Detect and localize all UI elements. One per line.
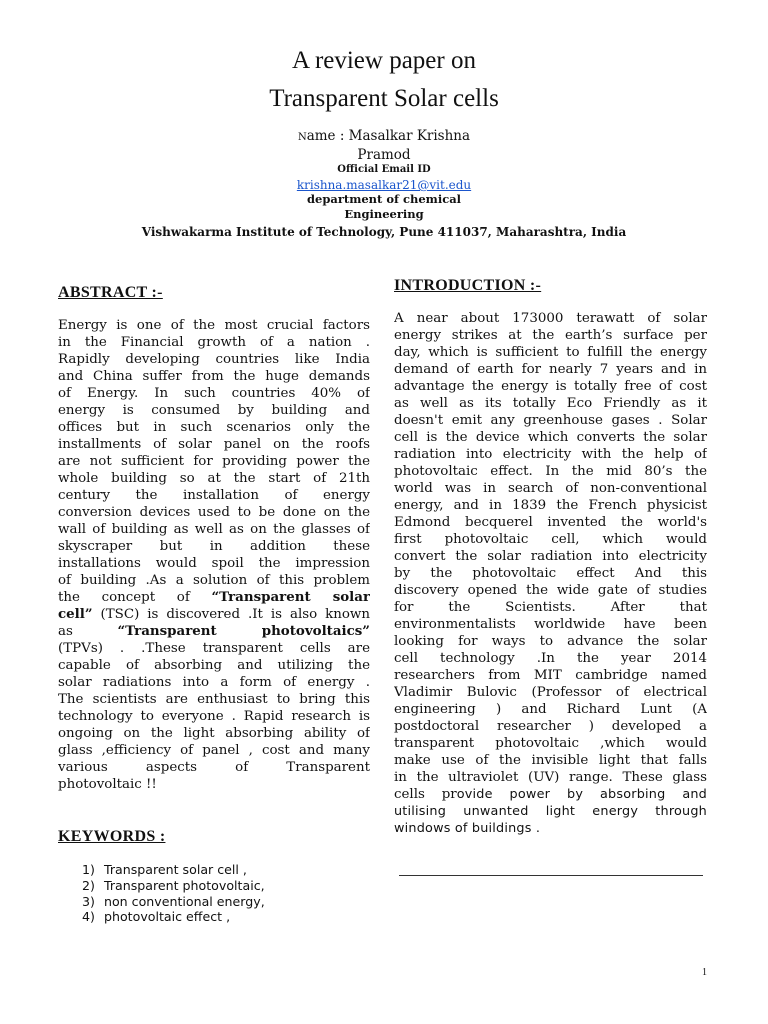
introduction-line: as well as its totally Eco Friendly as it [394, 396, 707, 411]
introduction-line: doesn't emit any greenhouse gases . Solar [394, 413, 707, 428]
keyword-text: Transparent solar cell , [104, 862, 247, 877]
abstract-line: in the Financial growth of a nation . [58, 335, 370, 350]
introduction-line: convert the solar radiation into electricity [394, 549, 707, 564]
introduction-line: for the Scientists. After that [394, 600, 707, 615]
abstract-line: and China suffer from the huge demands [58, 369, 370, 384]
introduction-line-mixed [394, 786, 707, 803]
keyword-item [82, 894, 265, 910]
introduction-line: demand of earth for nearly 7 years and in [394, 362, 707, 377]
page-number: 1 [702, 967, 707, 978]
paper-title-line1: A review paper on [292, 47, 476, 74]
keywords-heading: KEYWORDS : [58, 828, 166, 845]
introduction-line: environmentalists worldwide have been [394, 617, 707, 632]
introduction-line: transparent photovoltaic ,which would [394, 736, 707, 751]
abstract-body [58, 317, 370, 793]
introduction-line: cell is the device which converts the solar [394, 430, 707, 445]
introduction-line: cell technology .In the year 2014 [394, 651, 707, 666]
abstract-line: Rapidly developing countries like India [58, 352, 370, 367]
keyword-item [82, 878, 265, 894]
introduction-line: make use of the invisible light that falls [394, 753, 707, 768]
abstract-line: capable of absorbing and utilizing the [58, 658, 370, 673]
introduction-line: postdoctoral researcher ) developed a [394, 719, 707, 734]
keywords-list [82, 862, 265, 925]
abstract-line: conversion devices used to be done on the [58, 505, 370, 520]
introduction-line: Edmond becquerel invented the world's [394, 515, 707, 530]
keyword-item [82, 862, 265, 878]
introduction-body [394, 310, 707, 837]
abstract-line: ongoing on the light absorbing ability of [58, 726, 370, 741]
introduction-line: engineering ) and Richard Lunt (A [394, 702, 707, 717]
introduction-line: discovery opened the wide gate of studies [394, 583, 707, 598]
author-name-rest: ame : Masalkar Krishna [306, 128, 471, 144]
abstract-line: as “Transparent photovoltaics” [58, 623, 370, 639]
author-name-line1 [0, 128, 768, 144]
introduction-line: advantage the energy is totally free of cost [394, 379, 707, 394]
introduction-line: day, which is sufficient to fulfill the energy [394, 345, 707, 360]
author-institute: Vishwakarma Institute of Technology, Pune 411037, Maharashtra, India [141, 225, 627, 239]
keyword-text: non conventional energy, [104, 893, 265, 909]
abstract-line: offices but in such scenarios only the [58, 420, 370, 435]
abstract-line: installments of solar panel on the roofs [58, 437, 370, 452]
abstract-line: whole building so at the start of 21th [58, 471, 370, 486]
introduction-mixed-bold: cells pr [394, 787, 457, 802]
footnote-divider [399, 875, 703, 876]
abstract-heading: ABSTRACT :- [58, 284, 163, 301]
author-name-initial: N [297, 132, 307, 143]
introduction-heading: INTRODUCTION :- [394, 277, 542, 294]
abstract-line: solar radiations into a form of energy . [58, 675, 370, 690]
introduction-line: A near about 173000 terawatt of solar [394, 311, 707, 326]
abstract-line: of building .As a solution of this problem [58, 573, 370, 588]
introduction-line: world was in search of non-conventional [394, 481, 707, 496]
abstract-line: century the installation of energy [58, 488, 370, 503]
abstract-line: Energy is one of the most crucial factors [58, 318, 370, 333]
introduction-line: in the ultraviolet (UV) range. These glass [394, 770, 707, 785]
introduction-line: first photovoltaic cell, which would [394, 532, 707, 547]
keyword-number: 4) [82, 909, 95, 925]
introduction-line: looking for ways to advance the solar [394, 634, 707, 649]
abstract-line: wall of building as well as on the glasses of [58, 522, 370, 537]
introduction-line: Vladimir Bulovic (Professor of electrical [394, 685, 707, 700]
introduction-line: photovoltaic effect. In the mid 80’s the [394, 464, 707, 479]
abstract-line: technology to everyone . Rapid research is [58, 709, 370, 724]
keyword-text: Transparent photovoltaic, [104, 877, 265, 893]
author-name-line2: Pramod [357, 147, 411, 163]
author-department: department of chemical [306, 192, 462, 206]
abstract-line: The scientists are enthusiast to bring this [58, 692, 370, 707]
abstract-line: the concept of “Transparent solar [58, 589, 370, 605]
abstract-line: energy is consumed by building and [58, 403, 370, 418]
keyword-item [82, 909, 265, 925]
introduction-line: utilising unwanted light energy through [394, 804, 707, 819]
introduction-mixed-light: ovide power by absorbing and [456, 787, 707, 802]
abstract-line: cell” (TSC) is discovered .It is also known [58, 606, 370, 622]
keyword-number: 1) [82, 862, 95, 877]
introduction-line: energy strikes at the earth’s surface per [394, 328, 707, 343]
introduction-line: windows of buildings . [394, 821, 541, 836]
introduction-line: energy, and in 1839 the French physicist [394, 498, 707, 513]
keyword-number: 2) [82, 877, 95, 893]
abstract-line: glass ,efficiency of panel , cost and many [58, 743, 370, 758]
author-email-link[interactable]: krishna.masalkar21@vit.edu [296, 178, 472, 192]
abstract-line: photovoltaic !! [58, 777, 157, 792]
abstract-line: skyscraper but in addition these [58, 539, 370, 554]
abstract-line: (TPVs) . .These transparent cells are [58, 641, 370, 656]
keyword-text: photovoltaic effect , [104, 909, 231, 925]
paper-title-line2: Transparent Solar cells [269, 85, 499, 112]
abstract-line: installations would spoil the impression [58, 556, 370, 571]
abstract-line: are not sufficient for providing power the [58, 454, 370, 469]
introduction-line: radiation into electricity with the help of [394, 447, 707, 462]
keyword-number: 3) [82, 893, 95, 909]
introduction-line: researchers from MIT cambridge named [394, 668, 707, 683]
author-department-line2: Engineering [344, 207, 424, 221]
official-email-label: Official Email ID [337, 164, 431, 175]
introduction-line: by the photovoltaic effect And this [394, 566, 707, 581]
abstract-line: various aspects of Transparent [58, 760, 370, 775]
abstract-line: of Energy. In such countries 40% of [58, 386, 370, 401]
